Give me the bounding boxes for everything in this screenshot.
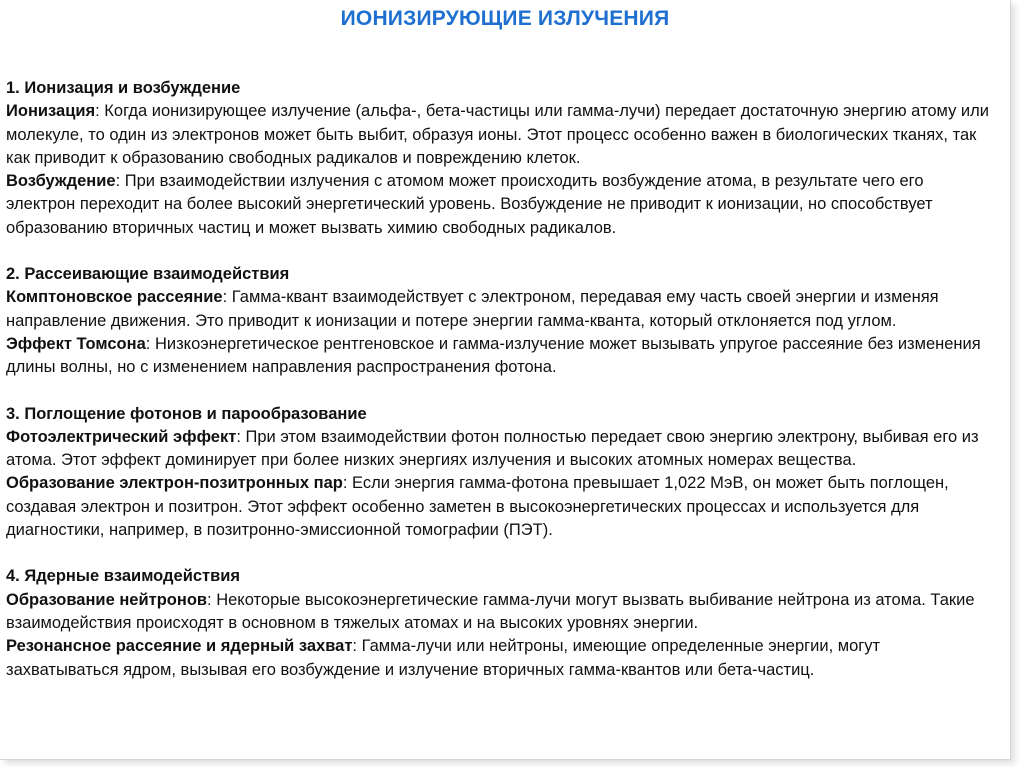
paragraph-compton [6,286,996,333]
definition: : Гамма-лучи или нейтроны, имеющие определенные энергии, могут захватываться ядром, вызывая его возбуждение и излучение вторичных гамма-квантов или бета-частиц. [6,637,881,679]
term: Комптоновское рассеяние [6,288,223,307]
term: Резонансное рассеяние и ядерный захват [6,637,353,656]
definition: : Некоторые высокоэнергетические гамма-лучи могут вызвать выбивание нейтрона из атома. Такие взаимодействия происходят в основном в тяжелых атомах и на высоких уровнях энергии. [6,590,975,632]
term: Фотоэлектрический эффект [6,427,237,446]
paragraph-pair-production [6,472,996,542]
term: Эффект Томсона [6,334,146,353]
term: Ионизация [6,102,96,121]
definition: : При взаимодействии излучения с атомом может происходить возбуждение атома, в результате чего его электрон переходит на более высокий энергетический уровень. Возбуждение не приводит к ионизации, но способствует образованию вторичных частиц и может вызвать химию свободных радикалов. [6,172,933,237]
definition: : Если энергия гамма-фотона превышает 1,022 МэВ, он может быть поглощен, создавая электрон и позитрон. Этот эффект особенно заметен в высокоэнергетических процессах и используется для диагностики, например, в позитронно-эмиссионной томографии (ПЭТ). [6,474,949,540]
definition: : При этом взаимодействии фотон полностью передает свою энергию электрону, выбивая его из атома. Этот эффект доминирует при более низких энергиях излучения и высоких атомных номерах вещества. [6,427,979,470]
definition: : Гамма-квант взаимодействует с электроном, передавая ему часть своей энергии и изменяя направление движения. Это приводит к ионизации и потере энергии гамма-кванта, который отклоняется под углом. [6,288,939,330]
paragraph-resonance [6,635,996,682]
section-nuclear [6,565,996,681]
page-title: ИОНИЗИРУЮЩИЕ ИЗЛУЧЕНИЯ [340,7,670,30]
paragraph-thomson [6,333,996,380]
section-heading: 1. Ионизация и возбуждение [6,79,241,97]
paragraph-ionization [6,100,996,170]
term: Возбуждение [6,172,116,191]
definition: : Когда ионизирующее излучение (альфа-, бета-частицы или гамма-лучи) передает достаточную энергию атому или молекуле, то один из электронов может быть выбит, образуя ионы. Этот процесс особенно важен в биологических тканях, так как приводит к образованию свободных радикалов и повреждению клеток. [6,102,989,167]
paragraph-neutrons [6,589,996,636]
slide-content [6,77,996,682]
term: Образование нейтронов [6,590,208,609]
section-scattering [6,263,996,379]
definition: : Низкоэнергетическое рентгеновское и гамма-излучение может вызывать упругое рассеяние без изменения длины волны, но с изменением направления распространения фотона. [6,334,981,377]
section-heading: 2. Рассеивающие взаимодействия [6,265,290,284]
term: Образование электрон-позитронных пар [6,474,343,493]
paragraph-photoelectric [6,426,996,473]
section-heading: 4. Ядерные взаимодействия [6,567,241,586]
section-heading: 3. Поглощение фотонов и парообразование [6,404,367,423]
section-ionization [6,77,996,240]
section-absorption [6,403,996,543]
paragraph-excitation [6,170,996,240]
